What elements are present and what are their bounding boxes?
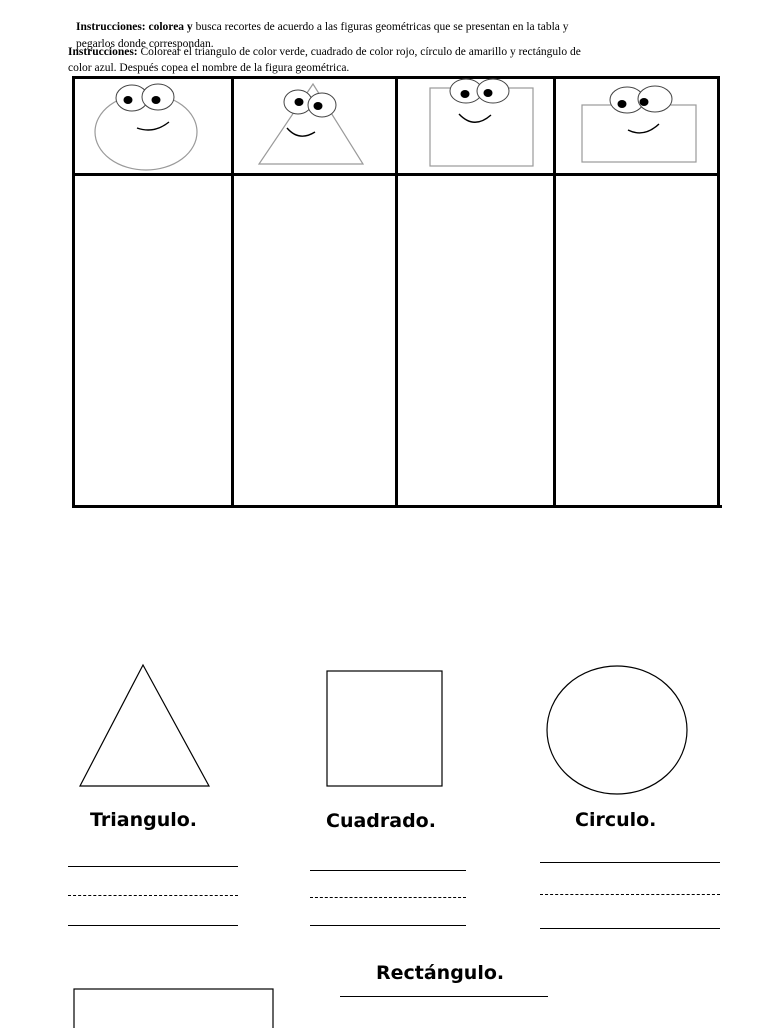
- circle-writing-line-1: [540, 862, 720, 863]
- instructions-line-2b: color azul. Después copea el nombre de la figura geométrica.: [68, 62, 350, 74]
- instructions-text-1: busca recortes de acuerdo a las figuras geométricas que se presentan en la tabla y: [192, 21, 569, 33]
- rectangle-label: Rectángulo.: [376, 962, 505, 984]
- table-col-line-4: [717, 76, 720, 506]
- triangle-shape: [78, 663, 212, 789]
- table-col-line-0: [72, 76, 75, 506]
- circle-writing-line-2: [540, 894, 720, 895]
- triangle-label: Triangulo.: [90, 809, 198, 831]
- shapes-table: [72, 76, 720, 508]
- instructions-text-2: Colorear el triangulo de color verde, cuadrado de color rojo, círculo de amarillo y rectángulo de: [137, 46, 581, 58]
- square-face-icon: [424, 78, 534, 170]
- table-col-line-1: [231, 76, 234, 506]
- table-col-line-2: [395, 76, 398, 506]
- rectangle-shape: [73, 988, 275, 1028]
- circle-writing-line-3: [540, 928, 720, 929]
- instructions-line-1b: pegarlos donde correspondan.: [76, 38, 214, 50]
- instructions-line-1: [76, 21, 569, 33]
- circle-label: Circulo.: [575, 809, 657, 831]
- circle-shape: [545, 664, 689, 796]
- square-shape: [326, 670, 444, 788]
- instructions-bold-1: Instrucciones: colorea y: [76, 21, 193, 33]
- instructions-line-2: [68, 46, 581, 58]
- triangle-writing-line-1: [68, 866, 238, 867]
- square-writing-line-2: [310, 897, 466, 898]
- table-col-line-3: [553, 76, 556, 506]
- square-writing-line-1: [310, 870, 466, 871]
- circle-face-icon: [90, 80, 200, 172]
- rectangle-writing-line-1: [340, 996, 548, 997]
- square-label: Cuadrado.: [326, 810, 436, 832]
- square-writing-line-3: [310, 925, 466, 926]
- instructions-bold-2: Instrucciones:: [68, 46, 138, 58]
- triangle-writing-line-3: [68, 925, 238, 926]
- triangle-writing-line-2: [68, 895, 238, 896]
- triangle-face-icon: [257, 82, 367, 174]
- rectangle-face-icon: [580, 84, 700, 168]
